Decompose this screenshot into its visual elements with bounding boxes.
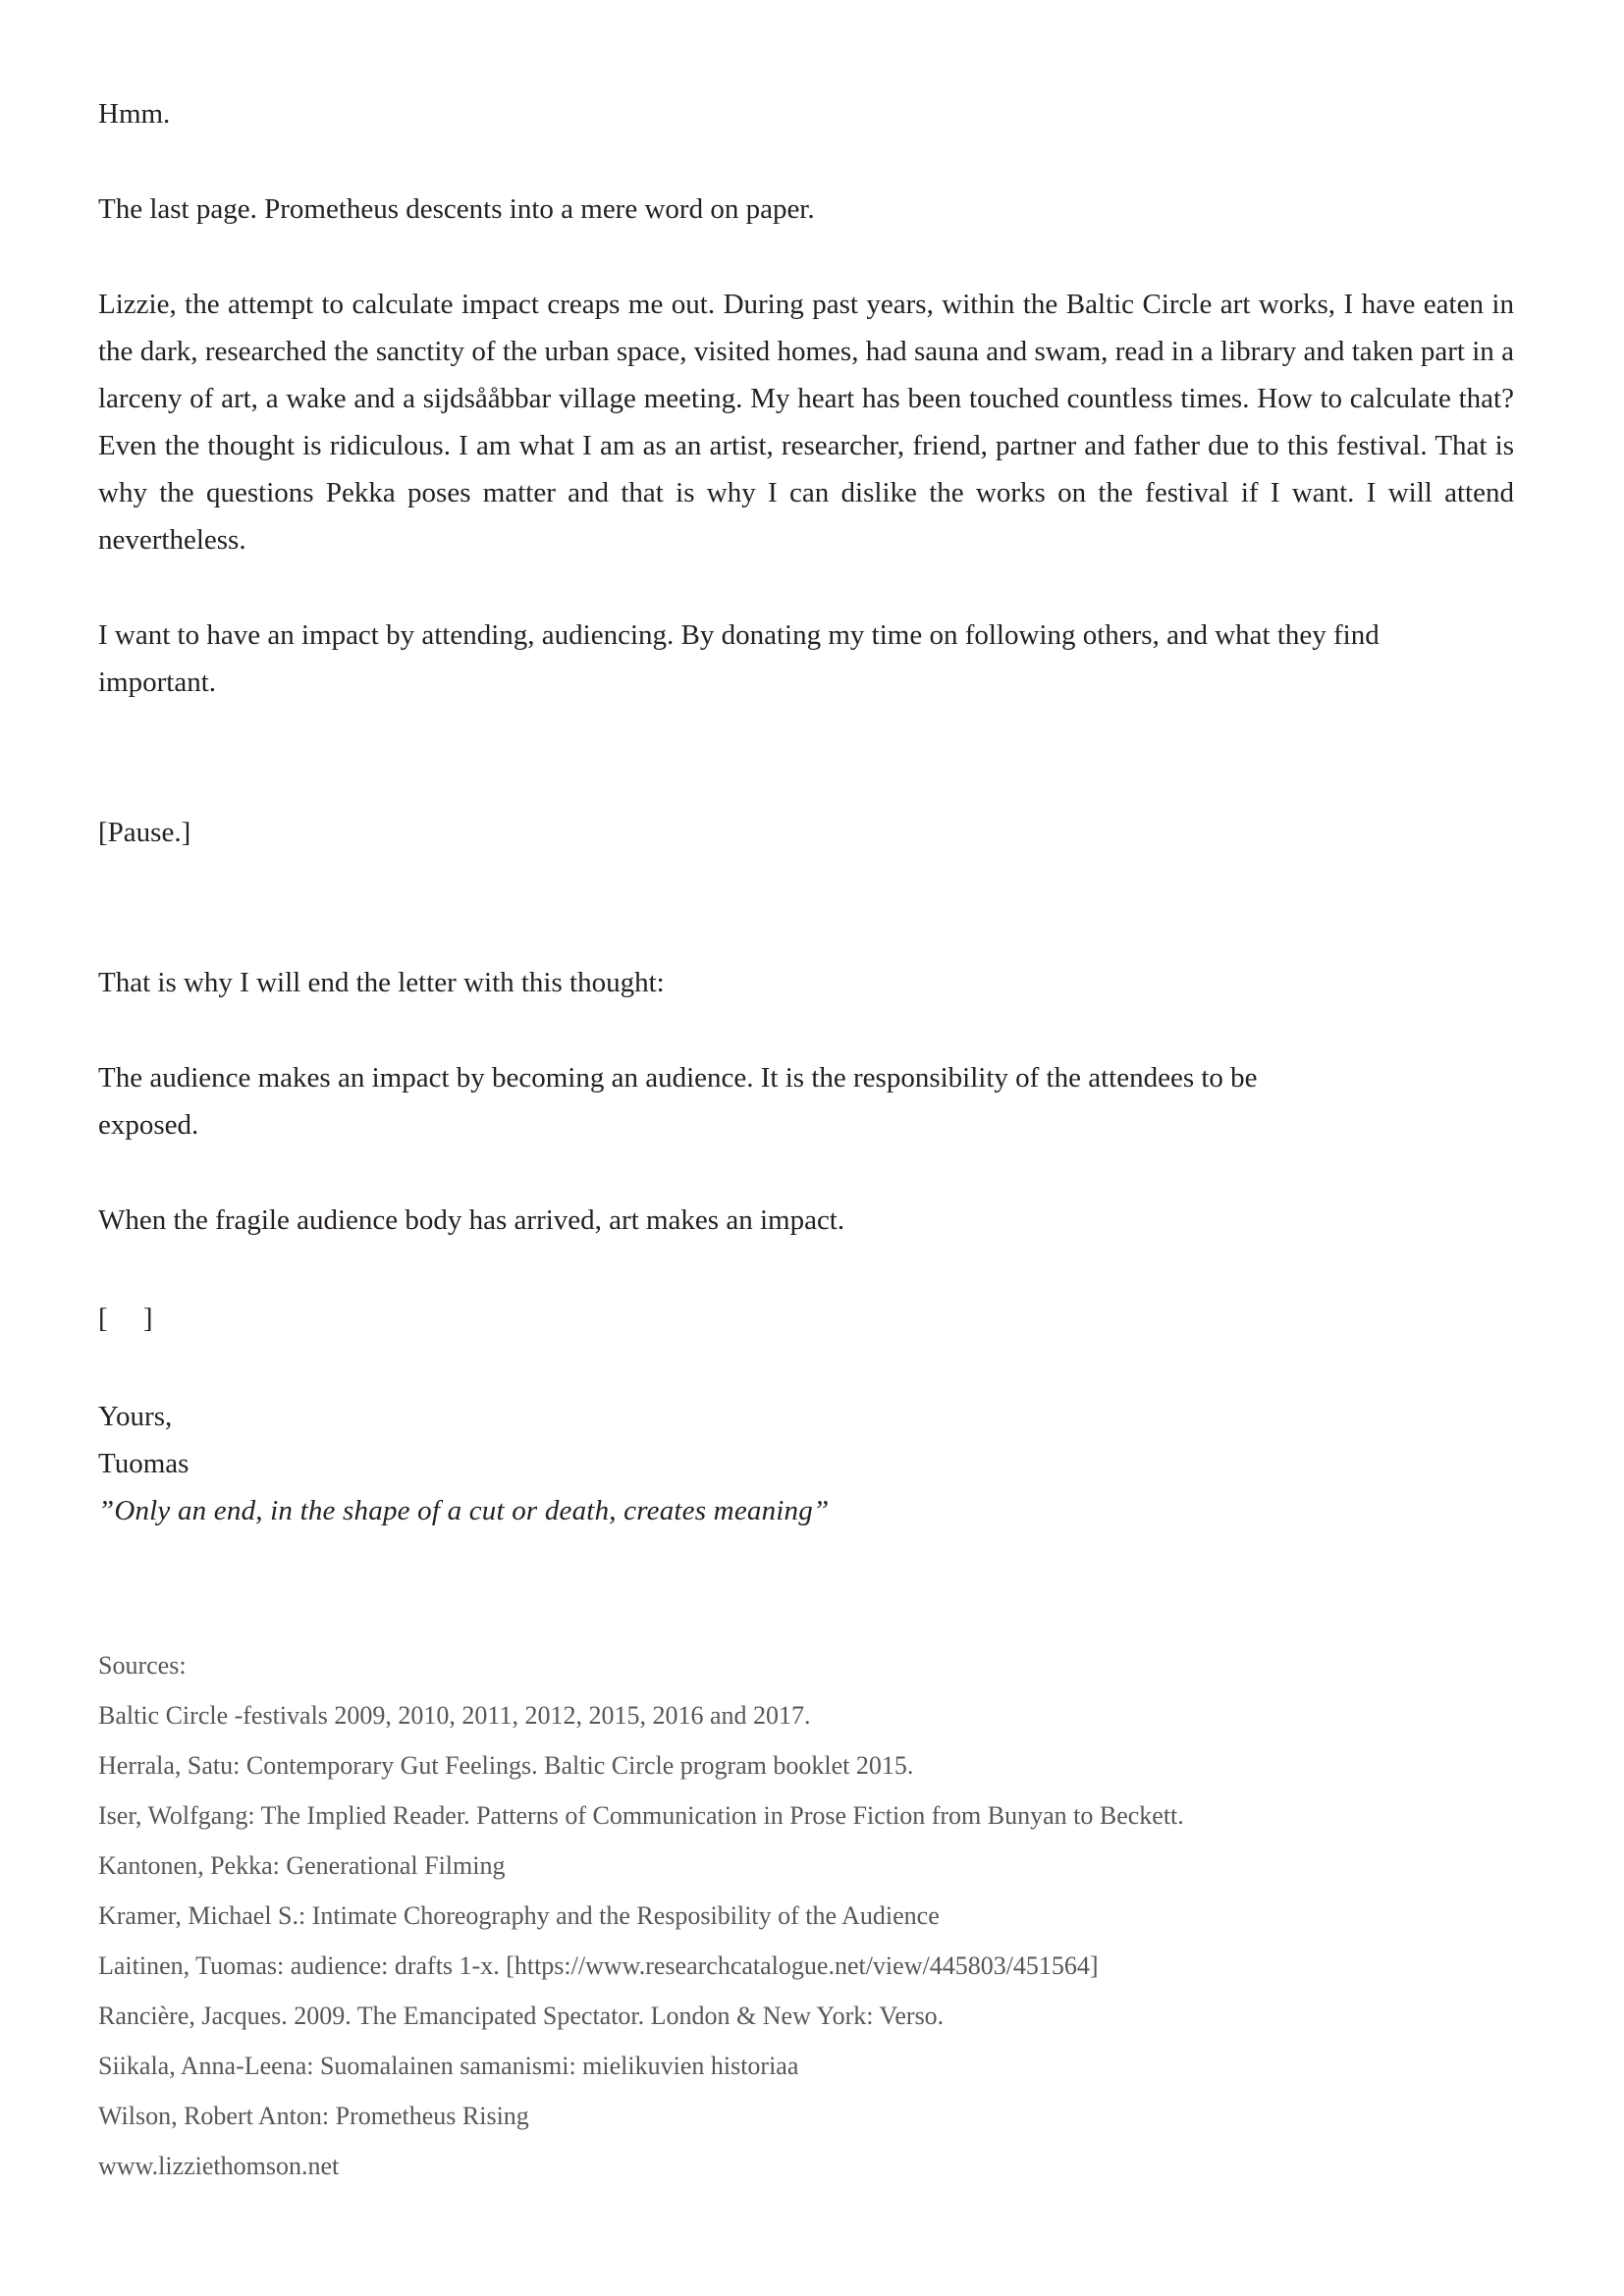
source-line: Siikala, Anna-Leena: Suomalainen samanismi: mielikuvien historiaa bbox=[98, 2052, 799, 2080]
source-line: Kantonen, Pekka: Generational Filming bbox=[98, 1851, 506, 1880]
letter-body bbox=[98, 90, 1516, 2182]
signoff-name: Tuomas bbox=[98, 1448, 189, 1479]
paragraph-audience: The audience makes an impact by becoming an audience. It is the responsibility of the attendees to be exposed. bbox=[98, 1062, 1258, 1141]
source-line: Kramer, Michael S.: Intimate Choreography and the Resposibility of the Audience bbox=[98, 1901, 940, 1930]
source-line: Rancière, Jacques. 2009. The Emancipated Spectator. London & New York: Verso. bbox=[98, 2002, 945, 2030]
sources-heading: Sources: bbox=[98, 1651, 187, 1680]
pause-marker: [Pause.] bbox=[98, 817, 191, 848]
paragraph-end-intro: That is why I will end the letter with this thought: bbox=[98, 967, 665, 998]
paragraph-impact: I want to have an impact by attending, audiencing. By donating my time on following others, and what they find important. bbox=[98, 619, 1380, 698]
source-line: Laitinen, Tuomas: audience: drafts 1-x. [https://www.researchcatalogue.net/view/445803/451564] bbox=[98, 1951, 1099, 1980]
bracket-marker: [ ] bbox=[98, 1303, 153, 1334]
signoff-block bbox=[98, 1393, 1516, 1534]
paragraph-fragile: When the fragile audience body has arrived, art makes an impact. bbox=[98, 1204, 845, 1236]
source-line: Wilson, Robert Anton: Prometheus Rising bbox=[98, 2102, 529, 2130]
signoff-quote: ”Only an end, in the shape of a cut or death, creates meaning” bbox=[98, 1495, 830, 1526]
paragraph-hmm: Hmm. bbox=[98, 98, 171, 130]
sources-block bbox=[98, 1650, 1516, 2182]
source-line: Iser, Wolfgang: The Implied Reader. Patterns of Communication in Prose Fiction from Bunyan to Beckett. bbox=[98, 1801, 1184, 1830]
source-line: Herrala, Satu: Contemporary Gut Feelings. Baltic Circle program booklet 2015. bbox=[98, 1751, 914, 1780]
paragraph-last-page: The last page. Prometheus descents into a mere word on paper. bbox=[98, 193, 815, 225]
paragraph-lizzie: Lizzie, the attempt to calculate impact creaps me out. During past years, within the Baltic Circle art works, I have eaten in the dark, researched the sanctity of the urban space, visited homes, had sauna and swam, read in a library and taken part in a larceny of art, a wake and a sijdsååbbar village meeting. My heart has been touched countless times. How to calculate that? Even the thought is ridiculous. I am what I am as an artist, researcher, friend, partner and father due to this festival. That is why the questions Pekka poses matter and that is why I can dislike the works on the festival if I want. I will attend nevertheless. bbox=[98, 289, 1514, 556]
source-line: Baltic Circle -festivals 2009, 2010, 2011, 2012, 2015, 2016 and 2017. bbox=[98, 1701, 811, 1730]
signoff-yours: Yours, bbox=[98, 1401, 173, 1432]
source-line-url: www.lizziethomson.net bbox=[98, 2152, 340, 2180]
